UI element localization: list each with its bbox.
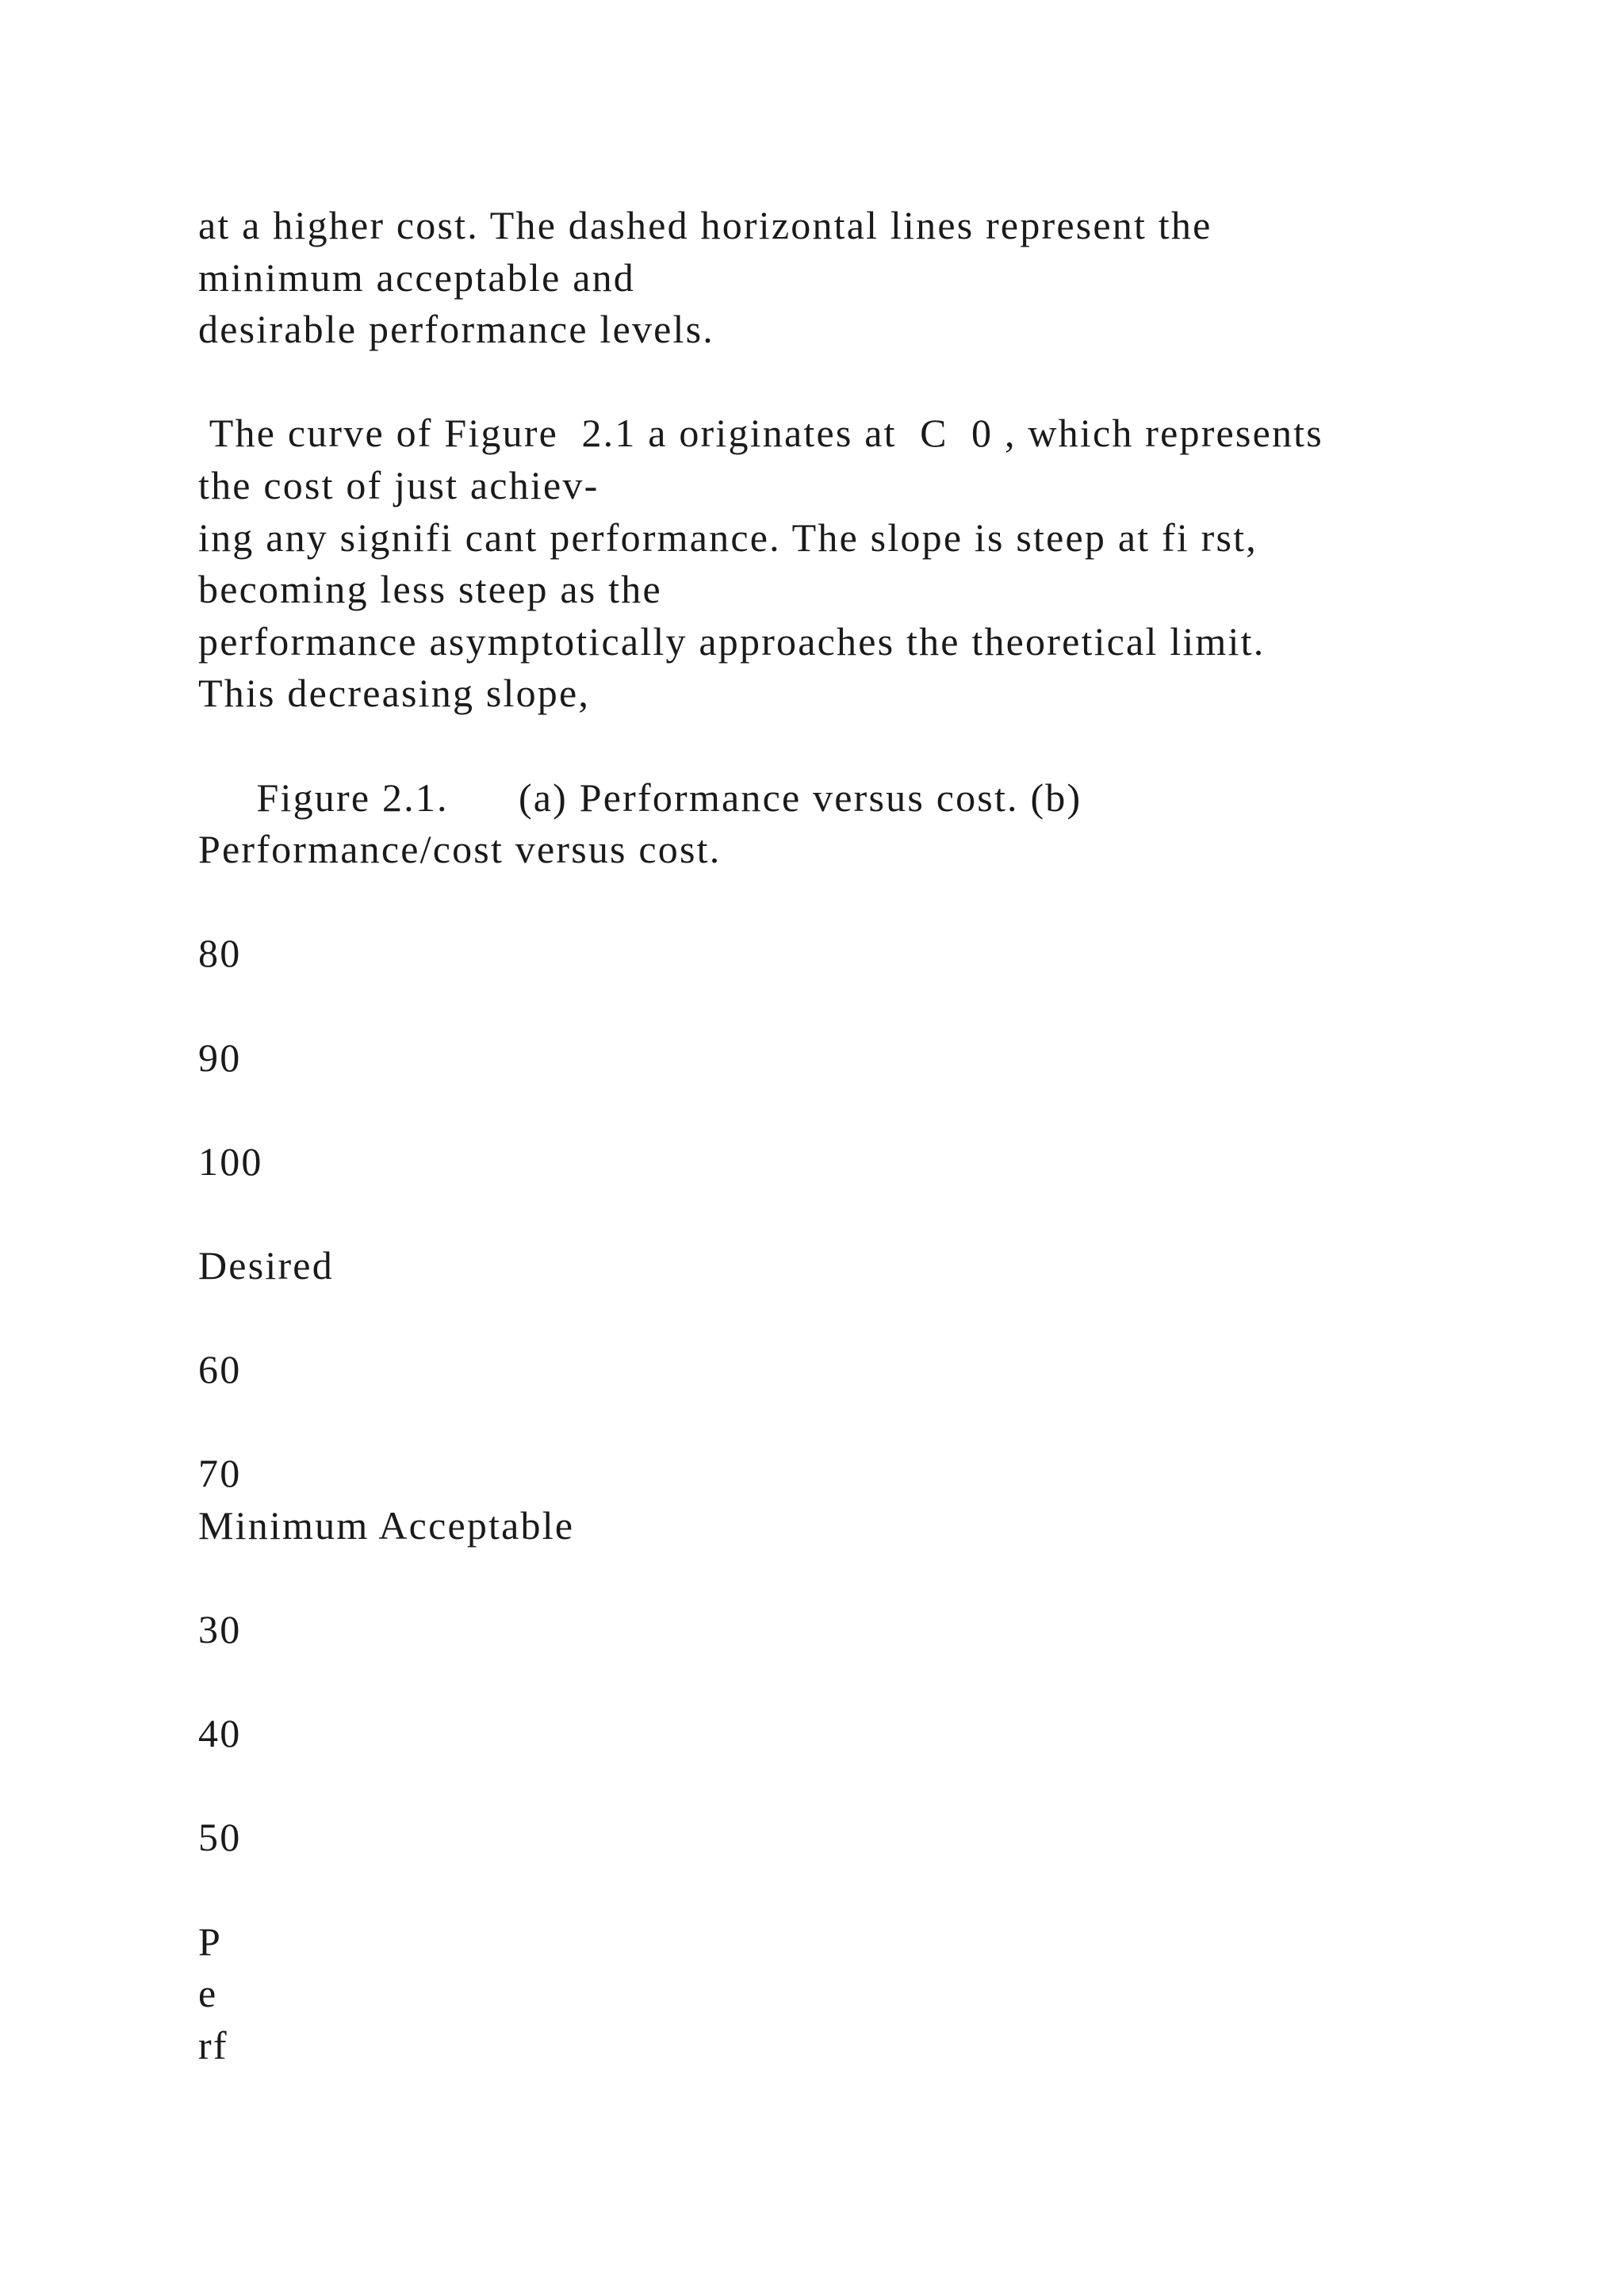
- figure-label-text: Minimum Acceptable: [198, 1502, 575, 1548]
- figure-label-text: 30: [198, 1607, 242, 1652]
- figure-label-text: 60: [198, 1347, 242, 1392]
- body-text-line: becoming less steep as the: [198, 567, 662, 612]
- body-text-line: This decreasing slope,: [198, 671, 591, 716]
- figure-label-text: 100: [198, 1138, 263, 1184]
- figure-caption-line: Figure 2.1. (a) Performance versus cost. (b): [198, 775, 1082, 820]
- blank-line: [198, 1084, 1483, 1136]
- blank-line: [198, 720, 1483, 772]
- blank-line: [198, 1292, 1483, 1344]
- blank-line: [198, 1656, 1483, 1709]
- figure-label-text: e: [198, 1971, 218, 2016]
- body-text-line: desirable performance levels.: [198, 307, 715, 352]
- figure-label-text: 50: [198, 1815, 242, 1860]
- figure-label-text: Desired: [198, 1242, 334, 1288]
- blank-line: [198, 1864, 1483, 1916]
- blank-line: [198, 1396, 1483, 1448]
- blank-line: [198, 876, 1483, 928]
- blank-line: [198, 1188, 1483, 1240]
- blank-line: [198, 1760, 1483, 1812]
- document-body: [198, 200, 1483, 2072]
- figure-label-text: 70: [198, 1451, 242, 1496]
- body-text-line: performance asymptotically approaches the theoretical limit.: [198, 618, 1266, 664]
- figure-label-text: 80: [198, 931, 242, 976]
- blank-line: [198, 1552, 1483, 1604]
- body-text-line: ing any signifi cant performance. The slope is steep at fi rst,: [198, 515, 1258, 560]
- figure-label-text: rf: [198, 2022, 228, 2068]
- blank-line: [198, 356, 1483, 408]
- figure-label-text: 40: [198, 1711, 242, 1756]
- body-text-line: at a higher cost. The dashed horizontal lines represent the: [198, 203, 1212, 247]
- body-text-line: The curve of Figure 2.1 a originates at C 0 , which represents: [198, 411, 1323, 456]
- figure-label-text: 90: [198, 1035, 242, 1080]
- figure-caption-line: Performance/cost versus cost.: [198, 827, 722, 872]
- figure-label-text: P: [198, 1919, 223, 1964]
- body-text-line: the cost of just achiev-: [198, 462, 599, 507]
- body-text-line: minimum acceptable and: [198, 254, 635, 300]
- blank-line: [198, 980, 1483, 1032]
